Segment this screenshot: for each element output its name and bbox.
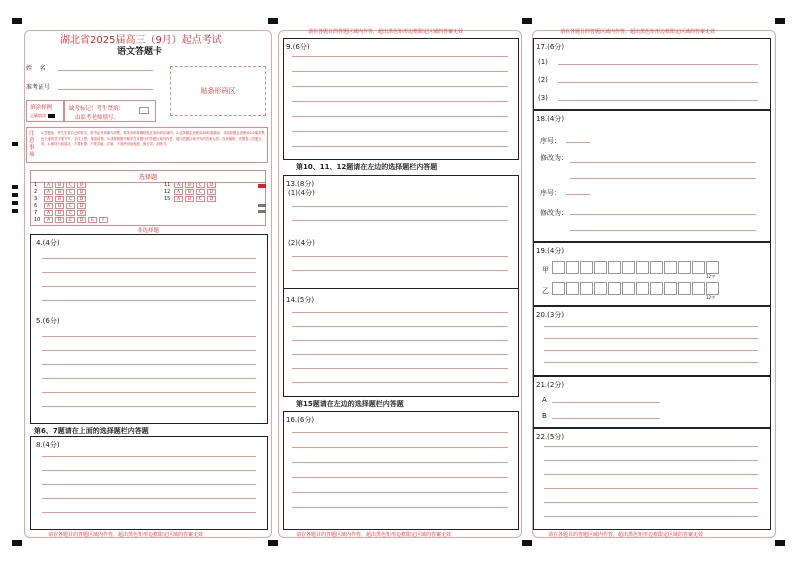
choice-section-label: 选择题 [138,174,157,181]
choice-bubble-b[interactable]: B [185,189,194,195]
q16-title: 16.(6分) [286,416,315,424]
sample-label: 填涂样例 [30,105,53,111]
choice-bubble-d[interactable]: D [77,210,86,216]
answer-line[interactable] [42,512,256,513]
answer-line[interactable] [42,470,256,471]
answer-line[interactable] [292,382,508,383]
choice-row-1 [34,182,88,189]
answer-line[interactable] [544,326,758,327]
exam-title: 湖北省2025届高三（9月）起点考试 [60,35,222,46]
char-cell[interactable] [678,282,691,295]
char-cell[interactable] [622,282,635,295]
timing-mark [12,209,18,213]
answer-line[interactable] [42,378,256,379]
choice-row-11 [164,182,218,189]
q19-grid-b[interactable] [552,282,720,295]
q5-title: 5.(6分) [36,317,60,325]
choice-row-2 [34,189,88,196]
shaded-mark-icon [258,210,266,213]
choice-number: 10 [34,217,41,223]
timing-mark [522,18,532,24]
nonchoice-label: 非选择题 [137,228,160,234]
answer-line[interactable] [544,502,758,503]
char-cell[interactable] [706,282,719,295]
choice-row-6 [34,203,88,210]
choice-bubble-b[interactable]: B [55,217,64,223]
answer-line[interactable] [42,300,256,301]
q20-title: 20.(3分) [536,311,565,319]
answer-line[interactable] [552,418,660,419]
choice-bubble-a[interactable]: A [44,203,53,209]
footer-note: 请在各题目的答题区域内作答，超出黑色矩形边框限定区域的答案无效 [48,532,204,538]
choice-bubble-a[interactable]: A [174,182,183,188]
q18-title: 18.(4分) [536,115,565,123]
answer-line[interactable] [544,362,758,363]
choice-bubble-c[interactable]: C [66,203,75,209]
char-cell[interactable] [706,261,719,274]
char-cell[interactable] [580,261,593,274]
q13-title: 13.(8分) [286,180,315,188]
sample-correct-label: 正确填涂 [30,113,46,118]
choice-bubble-a[interactable]: A [44,189,53,195]
q4-title: 4.(4分) [36,239,60,247]
choice-bubble-b[interactable]: B [55,189,64,195]
char-cell[interactable] [664,261,677,274]
shaded-mark-icon [258,204,266,207]
choice-bubble-d[interactable]: D [77,203,86,209]
char-cell[interactable] [650,261,663,274]
choice-number: 1 [34,182,38,188]
choice-bubble-c[interactable]: C [66,182,75,188]
q13-1-title: (1)(4分) [288,189,315,197]
timing-mark [268,18,278,24]
answer-line[interactable] [292,206,508,207]
choice-bubble-b[interactable]: B [55,182,64,188]
choice-bubble-a[interactable]: A [44,210,53,216]
choice-number: 12 [164,189,171,195]
choice-bubble-a[interactable]: A [44,217,53,223]
q19-grid-a[interactable] [552,261,720,274]
notice-box [26,127,268,163]
answer-line[interactable] [544,516,758,517]
choice-bubble-b[interactable]: B [185,182,194,188]
char-cell[interactable] [580,282,593,295]
choice-bubble-d[interactable]: D [77,182,86,188]
char-cell[interactable] [664,282,677,295]
choice-bubble-a[interactable]: A [174,189,183,195]
q17-title: 17.(6分) [536,43,565,51]
timing-mark [522,540,532,546]
choice-row-12 [164,189,218,196]
footer-note: 请在各题目的答题区域内作答，超出黑色矩形边框限定区域的答案无效 [308,29,464,35]
answer-line[interactable] [292,447,508,448]
q19-count-a: 12字 [706,274,716,279]
char-cell[interactable] [692,282,705,295]
q19-b-label: 乙 [542,287,549,295]
answer-line[interactable] [544,350,758,351]
sample-box [26,100,64,122]
choice-row-7 [34,210,88,217]
choice-bubble-a[interactable]: A [44,196,53,202]
name-label: 姓 名 [26,65,46,72]
answer-line[interactable] [42,258,256,259]
char-cell[interactable] [594,282,607,295]
answer-line[interactable] [42,336,256,337]
answer-line[interactable] [570,178,756,179]
answer-line[interactable] [292,492,508,493]
char-cell[interactable] [608,261,621,274]
answer-line[interactable] [292,146,508,147]
answer-line[interactable] [558,64,758,65]
choice-bubble-b[interactable]: B [55,203,64,209]
q22-box [533,428,771,530]
choice-number: 3 [34,196,38,202]
answer-line[interactable] [570,162,756,163]
q14-title: 14.(5分) [286,296,315,304]
answer-line[interactable] [544,338,758,339]
choice-bubble-b[interactable]: B [185,196,194,202]
q21-b: B [542,412,547,420]
choice-bubble-a[interactable]: A [174,196,183,202]
choice-row-10 [34,217,110,224]
q8-box [30,436,268,530]
choice-row-3 [34,196,88,203]
timing-mark [12,185,18,189]
q1012-note: 第10、11、12题请在左边的选择题栏内答题 [296,163,438,171]
choice-bubble-c[interactable]: C [66,196,75,202]
choice-bubble-c[interactable]: C [66,189,75,195]
q22-title: 22.(5分) [536,433,565,441]
filled-sample-icon [48,114,55,118]
id-field[interactable] [58,89,153,90]
choice-bubble-b[interactable]: B [55,210,64,216]
answer-line[interactable] [292,462,508,463]
answer-line[interactable] [42,498,256,499]
answer-line[interactable] [544,446,758,447]
q17-item-3: (3) [538,94,548,102]
notice-label: 注意事项 [29,131,35,158]
q15-note: 第15题请在左边的选择题栏内答题 [296,400,404,408]
char-cell[interactable] [608,282,621,295]
choice-bubble-d[interactable]: D [77,189,86,195]
q16-box [283,411,519,530]
q4-5-box [30,234,268,424]
char-cell[interactable] [650,282,663,295]
answer-line[interactable] [42,364,256,365]
answer-line[interactable] [292,326,508,327]
timing-mark [12,201,18,205]
char-cell[interactable] [594,261,607,274]
choice-bubble-b[interactable]: B [55,196,64,202]
timing-mark [268,540,278,546]
answer-line[interactable] [42,456,256,457]
q18-box [533,110,771,242]
answer-line[interactable] [42,406,256,407]
answer-line[interactable] [292,101,508,102]
answer-line[interactable] [292,131,508,132]
char-cell[interactable] [622,261,635,274]
answer-line[interactable] [42,286,256,287]
choice-bubble-c[interactable]: C [196,189,205,195]
q21-a: A [542,396,547,404]
choice-number: 7 [34,210,38,216]
char-cell[interactable] [678,261,691,274]
char-cell[interactable] [636,282,649,295]
absent-sub: 由监考老师填写。 [75,115,120,121]
q19-a-label: 甲 [542,266,549,274]
answer-line[interactable] [292,56,508,57]
timing-mark [12,18,22,24]
choice-bubble-a[interactable]: A [44,182,53,188]
choice-number: 15 [164,196,171,202]
char-cell[interactable] [566,261,579,274]
answer-line[interactable] [570,214,756,215]
choice-bubble-c[interactable]: C [66,217,75,223]
answer-line[interactable] [292,477,508,478]
q18-seq-1: 序号： [540,137,561,145]
name-field[interactable] [58,70,153,71]
timing-mark [12,193,18,197]
answer-line[interactable] [292,86,508,87]
notice-text: 1.答题前，考生先将自己的姓名、准考证号码填写清楚，将条形码准确粘贴在条形码区域内。2.选择题必须使用2B铅笔填涂；非选择题必须使用0.5毫米黑色字迹的签字笔书写，字体工整、笔迹清楚。3.请按照题号顺序在各题目的答题区域内作答，超出答题区域书写的答案无效；在草稿纸、试题卷上答题无效。4.保持卡面清洁，不要折叠、不要弄破、弄皱，不准使用涂改液、修正带、刮纸刀。 [41,131,265,147]
char-cell[interactable] [692,261,705,274]
answer-line[interactable] [42,484,256,485]
footer-note: 请在各题目的答题区域内作答，超出黑色矩形边框限定区域的答案无效 [560,29,716,35]
answer-line[interactable] [570,230,756,231]
choice-bubble-c[interactable]: C [196,182,205,188]
choice-bubble-d[interactable]: D [207,182,216,188]
timing-mark [775,18,785,24]
choice-bubble-f[interactable]: F [99,217,108,223]
choice-bubble-e[interactable]: E [88,217,97,223]
answer-line[interactable] [292,368,508,369]
q67-note: 第6、7题请在上面的选择题栏内答题 [34,427,149,435]
choice-bubble-c[interactable]: C [196,196,205,202]
barcode-area [170,66,266,116]
choice-row-15 [164,196,218,203]
barcode-label: 贴条形码区 [200,87,236,95]
timing-mark [12,540,22,546]
choice-bubble-d[interactable]: D [207,196,216,202]
answer-line[interactable] [566,142,590,143]
q8-title: 8.(4分) [36,441,60,449]
answer-line[interactable] [42,350,256,351]
answer-line[interactable] [292,220,508,221]
answer-line[interactable] [292,507,508,508]
q13-2-title: (2)(4分) [288,239,315,247]
answer-line[interactable] [42,272,256,273]
answer-line[interactable] [42,392,256,393]
q18-fix-1: 修改为： [540,154,568,162]
filled-mark-icon [258,184,266,188]
char-cell[interactable] [636,261,649,274]
answer-sheet-title: 语文答题卡 [117,47,163,57]
q20-box [533,306,771,376]
answer-line[interactable] [558,100,758,101]
answer-line[interactable] [292,312,508,313]
q9-title: 9.(6分) [286,43,310,51]
q17-item-2: (2) [538,76,548,84]
q19-count-b: 12字 [706,295,716,300]
timing-mark [12,142,18,146]
footer-note: 请在各题目的答题区域内作答，超出黑色矩形边框限定区域的答案无效 [296,532,452,538]
char-cell[interactable] [552,282,565,295]
absent-checkbox[interactable] [139,107,149,114]
answer-line[interactable] [292,116,508,117]
timing-mark [775,540,785,546]
choice-number: 6 [34,203,38,209]
choice-number: 2 [34,189,38,195]
answer-line[interactable] [292,354,508,355]
q19-title: 19.(4分) [536,247,565,255]
divider [283,288,519,289]
char-cell[interactable] [566,282,579,295]
answer-line[interactable] [292,256,508,257]
answer-line[interactable] [552,402,660,403]
choice-bubble-c[interactable]: C [66,210,75,216]
id-label: 准考证号 [26,84,51,91]
answer-line[interactable] [566,194,590,195]
char-cell[interactable] [552,261,565,274]
choice-bubble-d[interactable]: D [77,196,86,202]
q17-item-1: (1) [538,58,548,66]
answer-line[interactable] [558,82,758,83]
q21-title: 21.(2分) [536,381,565,389]
q18-fix-2: 修改为： [540,209,568,217]
answer-line[interactable] [292,71,508,72]
choice-number: 11 [164,182,171,188]
q19-box [533,242,771,306]
q13-14-box [283,175,519,397]
answer-line[interactable] [292,432,508,433]
answer-line[interactable] [544,460,758,461]
answer-line[interactable] [292,340,508,341]
answer-line[interactable] [544,488,758,489]
answer-line[interactable] [292,270,508,271]
choice-bubble-d[interactable]: D [77,217,86,223]
choice-bubble-d[interactable]: D [207,189,216,195]
q18-seq-2: 序号： [540,189,561,197]
answer-line[interactable] [544,474,758,475]
absent-label: 缺考标记！考生禁填！ [69,106,125,112]
footer-note: 请在各题目的答题区域内作答，超出黑色矩形边框限定区域的答案无效 [548,532,704,538]
absent-box [64,100,156,122]
